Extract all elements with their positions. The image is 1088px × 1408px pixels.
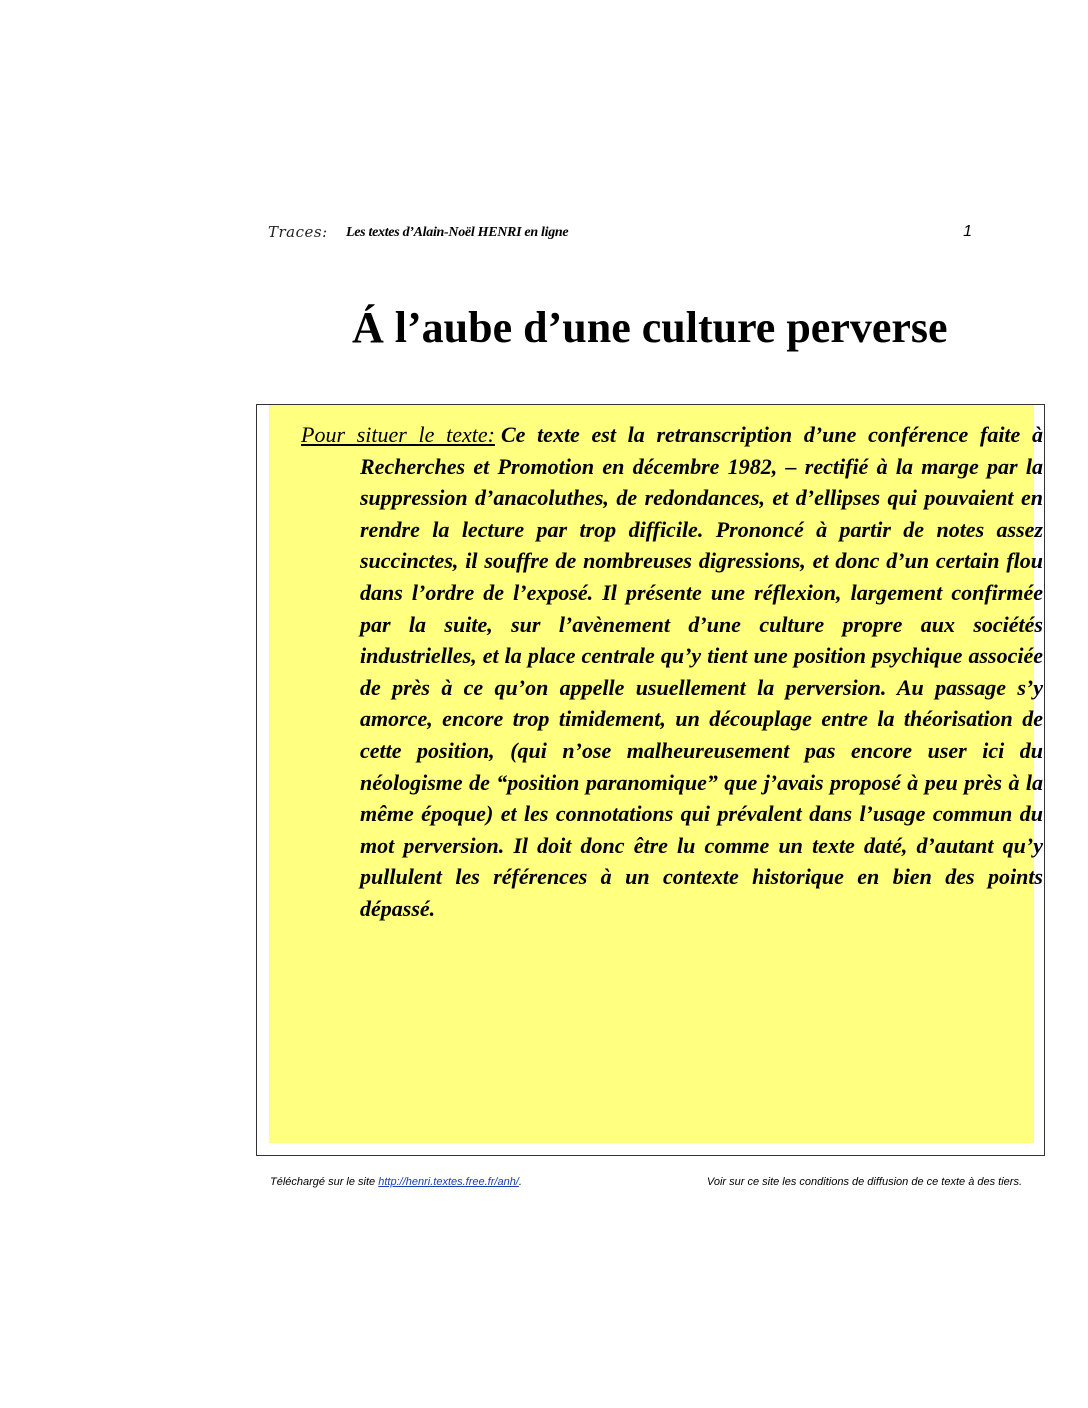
site-link[interactable]: http://henri.textes.free.fr/anh/ bbox=[378, 1176, 519, 1188]
document-title: Á l’aube d’une culture perverse bbox=[352, 303, 948, 352]
context-box bbox=[269, 405, 1044, 1143]
context-body: Ce texte est la retranscription d’une conférence faite à Recherches et Promotion en décembre 1982, – rectifié à la marge par la suppression d’anacoluthes, de redondances, et d’ellipses qui pouvaient en rendre la lecture par trop difficile. Prononcé à partir de notes assez succinctes, il souffre de nombreuses digressions, et donc d’un certain flou dans l’ordre de l’exposé. Il présente une réflexion, largement confirmée par la suite, sur l’avènement d’une culture propre aux sociétés industrielles, et la place centrale qu’y tient une position psychique associée de près à ce qu’on appelle usuellement la perversion. Au passage s’y amorce, encore trop timidement, un découplage entre la théorisation de cette position, (qui n’ose malheureusement pas encore user ici du néologisme de “position paranomique” que j’avais proposé à peu près à la même époque) et les connotations qui prévalent dans l’usage commun du mot perversion. Il doit donc être lu comme un texte daté, d’autant qu’y pullulent les références à un contexte historique en bien des points dépassé. bbox=[360, 422, 1044, 921]
page-number: 1 bbox=[963, 223, 972, 240]
footer-download-prefix: Téléchargé sur le site bbox=[270, 1176, 376, 1188]
header-brand: Traces: bbox=[268, 223, 328, 241]
context-paragraph bbox=[301, 419, 1043, 925]
context-frame bbox=[256, 404, 1045, 1156]
page-footer bbox=[270, 1176, 1022, 1192]
footer-rights-note: Voir sur ce site les conditions de diffusion de ce texte à des tiers. bbox=[706, 1176, 1022, 1188]
context-label: Pour situer le texte: bbox=[301, 422, 495, 447]
footer-download-note bbox=[270, 1176, 522, 1188]
running-header bbox=[268, 222, 974, 246]
footer-link-suffix: . bbox=[518, 1176, 522, 1188]
header-subtitle: Les textes d’Alain-Noël HENRI en ligne bbox=[346, 225, 569, 240]
